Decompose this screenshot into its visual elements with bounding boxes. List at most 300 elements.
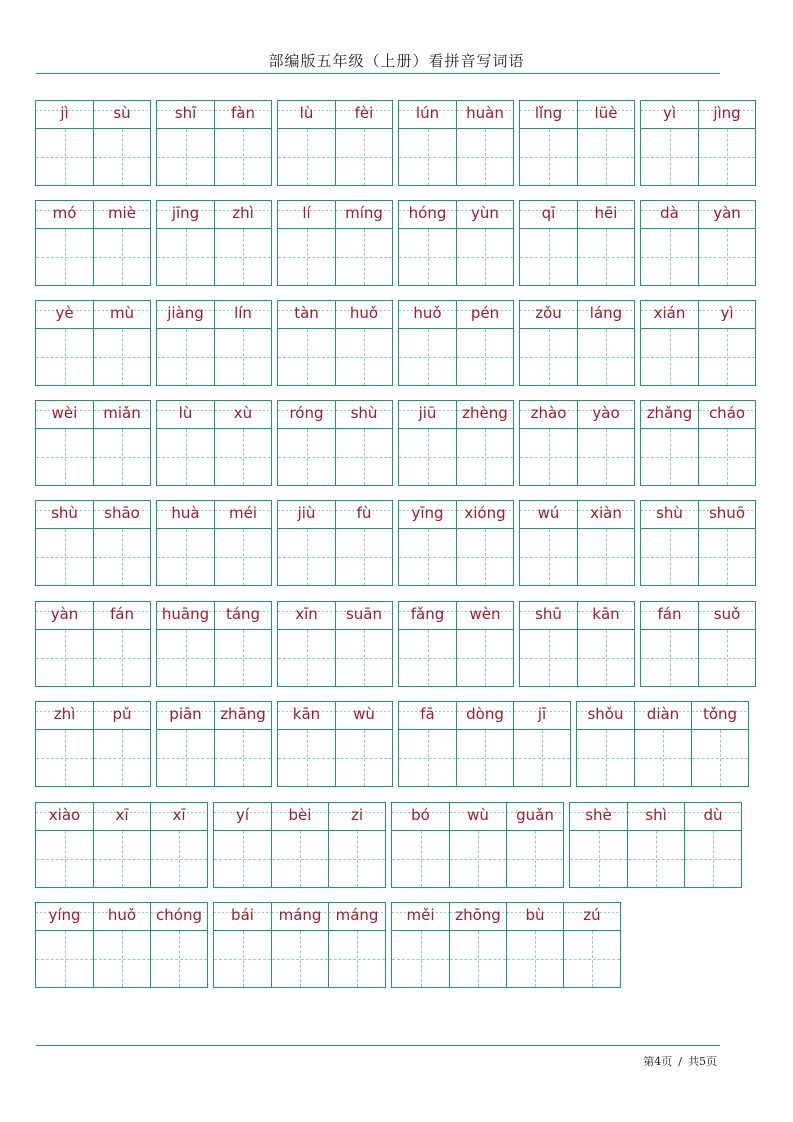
header-divider bbox=[36, 73, 720, 74]
word-box bbox=[35, 802, 208, 888]
pinyin-label bbox=[36, 201, 93, 229]
pinyin-text: zhèng bbox=[462, 403, 508, 422]
pinyin-text: qī bbox=[541, 203, 556, 222]
pinyin-label bbox=[36, 702, 93, 730]
pinyin-text: láng bbox=[589, 303, 623, 322]
character-cell bbox=[93, 201, 150, 285]
character-cell bbox=[36, 101, 93, 185]
writing-grid[interactable] bbox=[94, 229, 150, 285]
writing-grid[interactable] bbox=[278, 429, 335, 485]
pinyin-label bbox=[215, 401, 271, 429]
character-cell bbox=[93, 501, 150, 585]
word-row bbox=[35, 300, 761, 386]
character-cell bbox=[278, 602, 335, 686]
writing-grid[interactable] bbox=[699, 129, 755, 185]
character-cell bbox=[36, 602, 93, 686]
pinyin-label bbox=[36, 101, 93, 129]
pinyin-text: diàn bbox=[646, 704, 680, 723]
pinyin-text: xī bbox=[172, 805, 186, 824]
word-box bbox=[156, 601, 272, 687]
writing-grid[interactable] bbox=[157, 630, 214, 686]
pinyin-text: wèn bbox=[469, 604, 501, 623]
writing-grid[interactable] bbox=[399, 429, 456, 485]
writing-grid[interactable] bbox=[399, 529, 456, 585]
pinyin-label bbox=[699, 101, 755, 129]
pinyin-label bbox=[564, 903, 620, 931]
writing-grid[interactable] bbox=[157, 730, 214, 786]
character-cell bbox=[506, 803, 563, 887]
character-cell bbox=[506, 903, 563, 987]
word-box bbox=[640, 100, 756, 186]
pinyin-label bbox=[157, 501, 214, 529]
character-cell bbox=[577, 101, 634, 185]
pinyin-text: pǔ bbox=[112, 704, 132, 723]
character-cell bbox=[456, 602, 513, 686]
pinyin-text: táng bbox=[225, 604, 261, 623]
word-box bbox=[156, 500, 272, 586]
pinyin-text: yàn bbox=[713, 203, 741, 222]
writing-grid[interactable] bbox=[36, 129, 93, 185]
pinyin-text: mù bbox=[109, 303, 135, 322]
pinyin-label bbox=[94, 803, 150, 831]
writing-grid[interactable] bbox=[36, 730, 93, 786]
pinyin-label bbox=[157, 101, 214, 129]
word-box bbox=[277, 200, 393, 286]
character-cell bbox=[150, 803, 207, 887]
writing-grid[interactable] bbox=[635, 730, 691, 786]
writing-grid[interactable] bbox=[36, 831, 93, 887]
writing-grid[interactable] bbox=[157, 229, 214, 285]
writing-grid[interactable] bbox=[215, 229, 271, 285]
writing-grid[interactable] bbox=[157, 429, 214, 485]
writing-grid[interactable] bbox=[157, 529, 214, 585]
writing-grid[interactable] bbox=[278, 730, 335, 786]
pinyin-text: lüè bbox=[594, 103, 618, 122]
character-cell bbox=[93, 903, 150, 987]
writing-grid[interactable] bbox=[685, 831, 741, 887]
word-box bbox=[35, 300, 151, 386]
writing-grid[interactable] bbox=[399, 329, 456, 385]
pinyin-text: méi bbox=[228, 503, 257, 522]
pinyin-text: zhāng bbox=[220, 704, 266, 723]
character-cell bbox=[399, 702, 456, 786]
pinyin-label bbox=[214, 803, 271, 831]
writing-grid[interactable] bbox=[578, 129, 634, 185]
writing-grid[interactable] bbox=[457, 630, 513, 686]
writing-grid[interactable] bbox=[520, 429, 577, 485]
character-cell bbox=[698, 501, 755, 585]
word-box bbox=[398, 601, 514, 687]
writing-grid[interactable] bbox=[699, 429, 755, 485]
writing-grid[interactable] bbox=[36, 329, 93, 385]
word-row bbox=[35, 701, 754, 787]
writing-grid[interactable] bbox=[278, 630, 335, 686]
character-cell bbox=[449, 903, 506, 987]
word-box bbox=[640, 601, 756, 687]
pinyin-text: jì bbox=[60, 103, 69, 122]
pinyin-text: mó bbox=[52, 203, 77, 222]
word-box bbox=[277, 400, 393, 486]
character-cell bbox=[93, 702, 150, 786]
writing-grid[interactable] bbox=[457, 429, 513, 485]
pinyin-text: shù bbox=[656, 503, 683, 522]
writing-grid[interactable] bbox=[272, 831, 328, 887]
word-box bbox=[398, 100, 514, 186]
pinyin-text: bó bbox=[411, 805, 430, 824]
writing-grid[interactable] bbox=[336, 630, 392, 686]
pinyin-label bbox=[641, 401, 698, 429]
character-cell bbox=[214, 501, 271, 585]
writing-grid[interactable] bbox=[564, 931, 620, 987]
page-title: 部编版五年级（上册）看拼音写词语 bbox=[268, 52, 525, 70]
writing-grid[interactable] bbox=[399, 730, 456, 786]
writing-grid[interactable] bbox=[336, 329, 392, 385]
pinyin-text: bù bbox=[525, 905, 545, 924]
writing-grid[interactable] bbox=[450, 831, 506, 887]
character-cell bbox=[157, 401, 214, 485]
character-cell bbox=[641, 602, 698, 686]
pinyin-label bbox=[272, 903, 328, 931]
pinyin-label bbox=[278, 602, 335, 630]
writing-grid[interactable] bbox=[336, 529, 392, 585]
pinyin-text: xī bbox=[115, 805, 129, 824]
writing-grid[interactable] bbox=[94, 329, 150, 385]
pinyin-text: huà bbox=[171, 503, 200, 522]
writing-grid[interactable] bbox=[272, 931, 328, 987]
writing-grid[interactable] bbox=[336, 229, 392, 285]
pinyin-text: jiàng bbox=[167, 303, 204, 322]
pinyin-label bbox=[450, 803, 506, 831]
pinyin-text: shāo bbox=[104, 503, 140, 522]
character-cell bbox=[93, 401, 150, 485]
character-cell bbox=[157, 501, 214, 585]
pinyin-label bbox=[36, 301, 93, 329]
writing-grid[interactable] bbox=[215, 730, 271, 786]
writing-grid[interactable] bbox=[336, 730, 392, 786]
character-cell bbox=[214, 301, 271, 385]
character-cell bbox=[399, 301, 456, 385]
writing-grid[interactable] bbox=[641, 229, 698, 285]
writing-grid[interactable] bbox=[215, 630, 271, 686]
pinyin-text: bái bbox=[231, 905, 254, 924]
pinyin-label bbox=[94, 501, 150, 529]
pinyin-text: míng bbox=[345, 203, 383, 222]
writing-grid[interactable] bbox=[457, 129, 513, 185]
word-box bbox=[277, 100, 393, 186]
writing-grid[interactable] bbox=[94, 831, 150, 887]
writing-grid[interactable] bbox=[214, 831, 271, 887]
writing-grid[interactable] bbox=[94, 931, 150, 987]
pinyin-label bbox=[392, 903, 449, 931]
pinyin-label bbox=[94, 702, 150, 730]
word-row bbox=[35, 902, 626, 988]
writing-grid[interactable] bbox=[507, 931, 563, 987]
pinyin-label bbox=[641, 602, 698, 630]
character-cell bbox=[278, 101, 335, 185]
writing-grid[interactable] bbox=[641, 129, 698, 185]
pinyin-label bbox=[336, 702, 392, 730]
pinyin-text: shī bbox=[174, 103, 197, 122]
writing-grid[interactable] bbox=[94, 429, 150, 485]
word-row bbox=[35, 802, 747, 888]
writing-grid[interactable] bbox=[157, 329, 214, 385]
character-cell bbox=[157, 101, 214, 185]
pinyin-label bbox=[278, 201, 335, 229]
writing-grid[interactable] bbox=[36, 429, 93, 485]
pinyin-label bbox=[457, 702, 513, 730]
character-cell bbox=[214, 201, 271, 285]
pinyin-label bbox=[514, 702, 570, 730]
writing-grid[interactable] bbox=[520, 630, 577, 686]
pinyin-label bbox=[520, 401, 577, 429]
word-row bbox=[35, 601, 761, 687]
writing-grid[interactable] bbox=[278, 329, 335, 385]
pinyin-label bbox=[457, 101, 513, 129]
writing-grid[interactable] bbox=[699, 229, 755, 285]
writing-grid[interactable] bbox=[507, 831, 563, 887]
writing-grid[interactable] bbox=[36, 529, 93, 585]
pinyin-text: lù bbox=[178, 403, 193, 422]
writing-grid[interactable] bbox=[36, 630, 93, 686]
pinyin-label bbox=[457, 201, 513, 229]
pinyin-label bbox=[457, 602, 513, 630]
pinyin-label bbox=[520, 201, 577, 229]
pinyin-text: máng bbox=[335, 905, 379, 924]
pinyin-text: yè bbox=[55, 303, 74, 322]
word-box bbox=[156, 400, 272, 486]
character-cell bbox=[214, 903, 271, 987]
character-cell bbox=[399, 602, 456, 686]
pinyin-text: shè bbox=[585, 805, 612, 824]
writing-grid[interactable] bbox=[278, 529, 335, 585]
writing-grid[interactable] bbox=[336, 429, 392, 485]
pinyin-text: chóng bbox=[156, 905, 202, 924]
character-cell bbox=[93, 301, 150, 385]
character-cell bbox=[520, 401, 577, 485]
writing-grid[interactable] bbox=[399, 630, 456, 686]
character-cell bbox=[36, 401, 93, 485]
pinyin-label bbox=[578, 101, 634, 129]
writing-grid[interactable] bbox=[392, 931, 449, 987]
pinyin-label bbox=[36, 803, 93, 831]
writing-grid[interactable] bbox=[520, 229, 577, 285]
pinyin-text: shǒu bbox=[587, 704, 624, 723]
pinyin-label bbox=[329, 803, 385, 831]
character-cell bbox=[157, 201, 214, 285]
writing-grid[interactable] bbox=[578, 429, 634, 485]
word-box bbox=[277, 500, 393, 586]
pinyin-label bbox=[278, 501, 335, 529]
pinyin-label bbox=[578, 401, 634, 429]
writing-grid[interactable] bbox=[457, 229, 513, 285]
pinyin-label bbox=[628, 803, 684, 831]
pinyin-text: shì bbox=[645, 805, 667, 824]
pinyin-text: hóng bbox=[408, 203, 447, 222]
writing-grid[interactable] bbox=[94, 129, 150, 185]
writing-grid[interactable] bbox=[36, 931, 93, 987]
word-box bbox=[391, 902, 621, 988]
pinyin-label bbox=[94, 401, 150, 429]
writing-grid[interactable] bbox=[399, 229, 456, 285]
writing-grid[interactable] bbox=[278, 129, 335, 185]
pinyin-text: xīn bbox=[295, 604, 318, 623]
pinyin-label bbox=[399, 301, 456, 329]
pinyin-text: jiū bbox=[418, 403, 437, 422]
pinyin-text: huǒ bbox=[413, 303, 442, 322]
word-row bbox=[35, 200, 761, 286]
character-cell bbox=[684, 803, 741, 887]
writing-grid[interactable] bbox=[641, 630, 698, 686]
writing-grid[interactable] bbox=[641, 329, 698, 385]
writing-grid[interactable] bbox=[578, 630, 634, 686]
character-cell bbox=[634, 702, 691, 786]
pinyin-text: měi bbox=[406, 905, 435, 924]
character-cell bbox=[399, 101, 456, 185]
pinyin-label bbox=[336, 602, 392, 630]
writing-grid[interactable] bbox=[215, 329, 271, 385]
word-box bbox=[398, 500, 514, 586]
writing-grid[interactable] bbox=[392, 831, 449, 887]
writing-grid[interactable] bbox=[699, 529, 755, 585]
pinyin-label bbox=[685, 803, 741, 831]
writing-grid[interactable] bbox=[336, 129, 392, 185]
writing-grid[interactable] bbox=[329, 931, 385, 987]
pinyin-text: yí bbox=[235, 805, 250, 824]
pinyin-label bbox=[157, 702, 214, 730]
pinyin-text: xiào bbox=[48, 805, 81, 824]
pinyin-label bbox=[578, 602, 634, 630]
pinyin-text: fèi bbox=[354, 103, 374, 122]
writing-grid[interactable] bbox=[94, 529, 150, 585]
word-box bbox=[156, 701, 272, 787]
pinyin-label bbox=[329, 903, 385, 931]
writing-grid[interactable] bbox=[520, 329, 577, 385]
pinyin-text: miè bbox=[107, 203, 136, 222]
writing-grid[interactable] bbox=[457, 329, 513, 385]
pinyin-label bbox=[336, 301, 392, 329]
writing-grid[interactable] bbox=[94, 730, 150, 786]
pinyin-text: wú bbox=[537, 503, 560, 522]
writing-grid[interactable] bbox=[520, 129, 577, 185]
pinyin-text: xián bbox=[653, 303, 686, 322]
writing-grid[interactable] bbox=[151, 831, 207, 887]
character-cell bbox=[456, 101, 513, 185]
writing-grid[interactable] bbox=[578, 529, 634, 585]
pinyin-text: wù bbox=[353, 704, 375, 723]
pinyin-label bbox=[520, 602, 577, 630]
word-box bbox=[519, 100, 635, 186]
pinyin-text: shuō bbox=[708, 503, 745, 522]
writing-grid[interactable] bbox=[699, 329, 755, 385]
pinyin-text: zhì bbox=[53, 704, 76, 723]
writing-grid[interactable] bbox=[578, 329, 634, 385]
pinyin-text: dà bbox=[660, 203, 679, 222]
character-cell bbox=[449, 803, 506, 887]
character-cell bbox=[392, 903, 449, 987]
writing-grid[interactable] bbox=[215, 529, 271, 585]
writing-grid[interactable] bbox=[570, 831, 627, 887]
pinyin-text: lún bbox=[415, 103, 440, 122]
writing-grid[interactable] bbox=[215, 129, 271, 185]
pinyin-text: cháo bbox=[708, 403, 746, 422]
writing-grid[interactable] bbox=[578, 229, 634, 285]
writing-grid[interactable] bbox=[641, 529, 698, 585]
writing-grid[interactable] bbox=[692, 730, 748, 786]
pinyin-label bbox=[94, 101, 150, 129]
character-cell bbox=[278, 401, 335, 485]
pinyin-text: xù bbox=[233, 403, 253, 422]
writing-grid[interactable] bbox=[457, 529, 513, 585]
writing-grid[interactable] bbox=[577, 730, 634, 786]
pinyin-text: dòng bbox=[466, 704, 504, 723]
writing-grid[interactable] bbox=[450, 931, 506, 987]
pinyin-label bbox=[336, 501, 392, 529]
pinyin-label bbox=[507, 803, 563, 831]
writing-grid[interactable] bbox=[94, 630, 150, 686]
character-cell bbox=[150, 903, 207, 987]
pinyin-text: wù bbox=[467, 805, 489, 824]
pinyin-label bbox=[94, 301, 150, 329]
word-box bbox=[569, 802, 742, 888]
writing-grid[interactable] bbox=[641, 429, 698, 485]
character-cell bbox=[399, 401, 456, 485]
writing-grid[interactable] bbox=[157, 129, 214, 185]
character-cell bbox=[214, 803, 271, 887]
character-cell bbox=[698, 101, 755, 185]
character-cell bbox=[456, 301, 513, 385]
pinyin-label bbox=[278, 301, 335, 329]
writing-grid[interactable] bbox=[457, 730, 513, 786]
pinyin-text: zǒu bbox=[535, 303, 562, 322]
pinyin-label bbox=[94, 602, 150, 630]
character-cell bbox=[577, 702, 634, 786]
writing-grid[interactable] bbox=[520, 529, 577, 585]
pinyin-text: fàn bbox=[231, 103, 255, 122]
writing-grid[interactable] bbox=[514, 730, 570, 786]
writing-grid[interactable] bbox=[628, 831, 684, 887]
pinyin-label bbox=[399, 702, 456, 730]
character-cell bbox=[520, 602, 577, 686]
writing-grid[interactable] bbox=[36, 229, 93, 285]
character-cell bbox=[278, 201, 335, 285]
pinyin-label bbox=[272, 803, 328, 831]
pinyin-text: yíng bbox=[48, 905, 81, 924]
pinyin-text: bèi bbox=[288, 805, 312, 824]
character-cell bbox=[278, 501, 335, 585]
character-cell bbox=[278, 301, 335, 385]
pinyin-label bbox=[399, 501, 456, 529]
pinyin-label bbox=[399, 602, 456, 630]
pinyin-text: hēi bbox=[594, 203, 618, 222]
writing-grid[interactable] bbox=[399, 129, 456, 185]
writing-grid[interactable] bbox=[699, 630, 755, 686]
word-box bbox=[35, 601, 151, 687]
character-cell bbox=[335, 702, 392, 786]
pinyin-text: fán bbox=[110, 604, 134, 623]
writing-grid[interactable] bbox=[329, 831, 385, 887]
character-cell bbox=[627, 803, 684, 887]
pinyin-text: shū bbox=[535, 604, 562, 623]
pinyin-text: zi bbox=[350, 805, 364, 824]
pinyin-text: yì bbox=[662, 103, 677, 122]
writing-grid[interactable] bbox=[215, 429, 271, 485]
character-cell bbox=[698, 201, 755, 285]
writing-grid[interactable] bbox=[278, 229, 335, 285]
writing-grid[interactable] bbox=[214, 931, 271, 987]
pinyin-text: lù bbox=[299, 103, 314, 122]
writing-grid[interactable] bbox=[151, 931, 207, 987]
character-cell bbox=[93, 602, 150, 686]
